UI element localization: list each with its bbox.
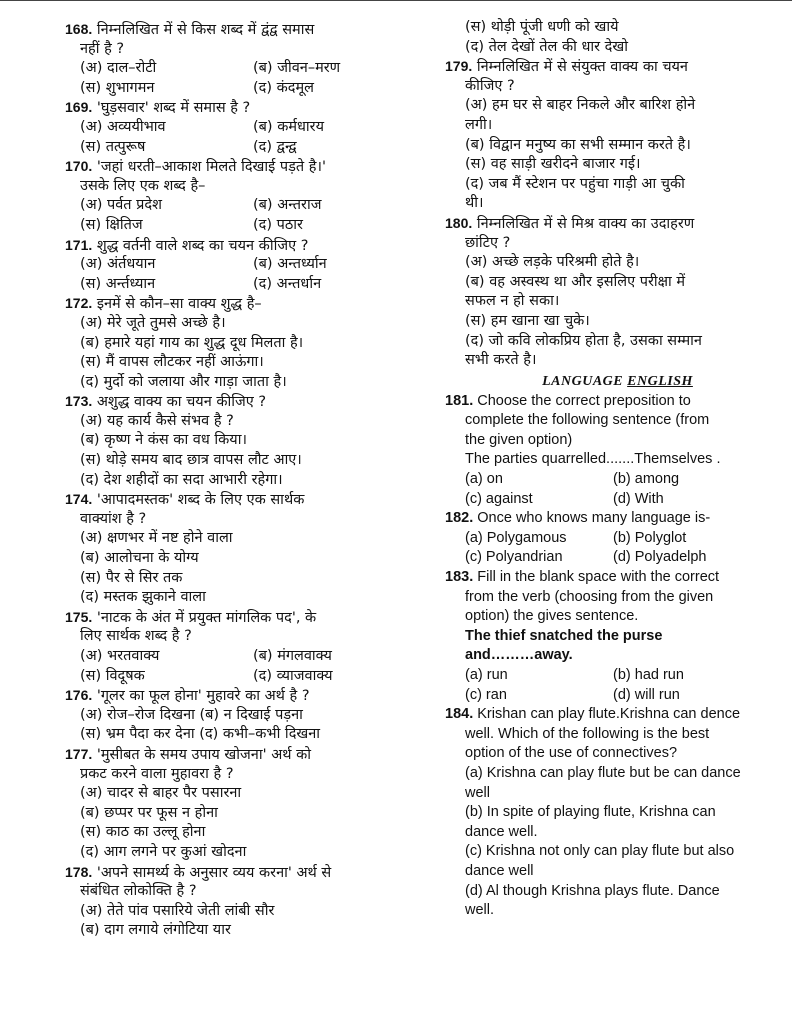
question [445,18,790,57]
question [65,294,435,392]
question-text: वाक्यांश है ? [80,510,147,527]
answer-option: (स) क्षितिज [80,216,143,233]
question-text: The parties quarrelled.......Themselves . [465,451,721,468]
answer-option: (d) With [613,490,664,507]
answer-option: (ब) छप्पर पर फूस न होना [80,804,218,821]
answer-option: (ब) दाग लगाये लंगोटिया यार [80,922,231,939]
question-text: निम्नलिखित में से मिश्र वाक्य का उदाहरण [476,215,695,232]
option-row [65,314,435,334]
option-row [445,38,790,58]
option-row [65,784,435,804]
answer-option: (c) against [465,490,533,507]
question-text: अशुद्ध वाक्य का चयन कीजिए ? [96,394,267,411]
question-number: 175. [65,608,93,625]
question [65,608,435,686]
option-row [445,764,790,784]
question-text: Choose the correct preposition to [477,392,691,409]
answer-option: (b) In spite of playing flute, Krishna can [465,804,716,821]
question-text: शुद्ध वर्तनी वाले शब्द का चयन कीजिए ? [96,237,309,254]
answer-option: सफल न हो सका। [465,293,560,310]
question [445,705,790,921]
question-stem-line [445,392,790,412]
answer-option: (स) वह साड़ी खरीदने बाजार गई। [465,156,641,173]
option-row [445,18,790,38]
question-stem-line [65,98,435,118]
question-stem-line [445,568,790,588]
option-row [65,902,435,922]
answer-option: (d) Polyadelph [613,549,707,566]
answer-option: (c) ran [465,686,507,703]
answer-option: (द) मस्तक झुकाने वाला [80,589,206,606]
option-row [65,373,435,393]
answer-option: (स) विदूषक [80,667,145,684]
option-row [65,334,435,354]
question-stem-line [445,77,790,97]
question-number: 172. [65,295,93,312]
option-row [65,843,435,863]
question-stem-line [65,863,435,883]
answer-option: (द) जो कवि लोकप्रिय होता है, उसका सम्मान [465,332,702,349]
answer-option: (अ) तेते पांव पसारिये जेती लांबी सौर [80,902,275,919]
option-row [65,706,435,726]
answer-option: (d) Al though Krishna plays flute. Dance [465,882,720,899]
option-row [65,255,435,275]
option-row [445,273,790,293]
question-text: नहीं है ? [80,40,125,57]
answer-option: (a) Krishna can play flute but be can dance [465,764,741,781]
question-text: The thief snatched the purse [465,627,663,644]
question-stem-bold-line [445,646,790,666]
answer-option: सभी करते है। [465,352,537,369]
answer-option: (ब) अन्तराज [253,197,322,214]
answer-option: (b) among [613,471,680,488]
question [65,686,435,745]
question [65,20,435,98]
section-heading [445,371,790,392]
question-text: इनमें से कौन–सा वाक्य शुद्ध है– [96,296,262,313]
question-text: छांटिए ? [465,234,511,251]
option-row [65,59,435,79]
question-stem-line [65,627,435,647]
option-row [65,118,435,138]
question [65,863,435,941]
question-stem-line [65,177,435,197]
answer-option: (अ) पर्वत प्रदेश [80,197,162,214]
question-text: कीजिए ? [465,77,515,94]
answer-option: (द) देश शहीदों का सदा आभारी रहेगा। [80,471,283,488]
option-row [65,471,435,491]
answer-option: (अ) रोज–रोज दिखना (ब) न दिखाई पड़ना [80,706,303,723]
question-stem-line [445,744,790,764]
answer-option: (ब) कर्मधारय [253,118,325,135]
question-text: well. Which of the following is the best [465,725,710,742]
answer-option: (अ) अंर्तधयान [80,256,156,273]
answer-option: (अ) यह कार्य कैसे संभव है ? [80,412,234,429]
answer-option: (द) आग लगने पर कुआं खोदना [80,843,247,860]
question-number: 170. [65,158,93,175]
option-row [65,216,435,236]
question-text: option) the gives sentence. [465,608,639,625]
question-stem-line [65,490,435,510]
option-row [445,882,790,902]
answer-option: dance well [465,862,534,879]
option-row [445,136,790,156]
option-row [445,686,790,706]
question-number: 181. [445,392,474,409]
option-row [445,784,790,804]
option-row [65,275,435,295]
answer-option: (स) काठ का उल्लू होना [80,824,206,841]
question [65,490,435,608]
answer-option: (द) तेल देखों तेल की धार देखो [465,38,628,55]
question [65,745,435,863]
option-row [445,194,790,214]
question-text: 'मुसीबत के समय उपाय खोजना' अर्थ को [96,746,312,763]
answer-option: well [465,784,490,801]
question-text: संबंधित लोकोक्ति है ? [80,883,197,900]
option-row [445,490,790,510]
option-row [445,529,790,549]
answer-option: (अ) भरतवाक्य [80,648,160,664]
answer-option: (स) थोड़ी पूंजी धणी को खाये [465,19,619,35]
answer-option: (b) had run [613,667,684,683]
question-text: उसके लिए एक शब्द है– [80,177,206,194]
question-number: 171. [65,236,93,253]
answer-option: (अ) मेरे जूते तुमसे अच्छे है। [80,314,226,331]
option-row [445,901,790,921]
question-number: 169. [65,99,93,116]
question-text: प्रकट करने वाला मुहावरा है ? [80,765,234,782]
option-row [65,569,435,589]
answer-option: (द) अन्तर्धान [253,275,322,292]
option-row [445,862,790,882]
answer-option: (स) भ्रम पैदा कर देना (द) कभी–कभी दिखना [80,726,321,743]
answer-option: (स) पैर से सिर तक [80,569,183,586]
answer-option: (d) will run [613,686,680,703]
option-row [445,155,790,175]
question-text: निम्नलिखित में से किस शब्द में द्वंद्व समास [96,22,315,38]
option-row [65,412,435,432]
question-number: 183. [445,569,474,586]
option-row [65,431,435,451]
answer-option: (स) हम खाना खा चुके। [465,312,590,329]
answer-option: (अ) हम घर से बाहर निकले और बारिश होने [465,97,696,114]
question-number: 184. [445,706,474,723]
question-stem-line [65,745,435,765]
question-text: complete the following sentence (from [465,412,710,429]
option-row [65,138,435,158]
question-stem-line [445,57,790,77]
answer-option: (a) on [465,471,503,488]
answer-option: (ब) अन्तर्ध्यान [253,256,327,273]
question [445,57,790,214]
answer-option: (द) पठार [253,216,303,233]
answer-option: (द) कंदमूल [253,79,314,96]
answer-option: (अ) अच्छे लड़के परिश्रमी होते है। [465,254,640,271]
question-text: Krishan can play flute.Krishna can dence [477,706,741,723]
option-row [445,351,790,371]
question-stem-line [445,214,790,234]
question-stem-line [65,882,435,902]
option-row [65,725,435,745]
option-row [445,312,790,332]
option-row [445,292,790,312]
question [445,568,790,705]
question-stem-line [445,509,790,529]
question-stem-line [65,608,435,628]
answer-option: (अ) क्षणभर में नष्ट होने वाला [80,530,233,547]
question-stem-line [65,765,435,785]
answer-option: (अ) दाल–रोटी [80,60,157,77]
question-text: 'अपने सामर्थ्य के अनुसार व्यय करना' अर्थ से [96,864,332,881]
option-row [65,549,435,569]
heading-language: LANGUAGE [542,373,628,389]
question-text: 'आपादमस्तक' शब्द के लिए एक सार्थक [96,492,305,509]
option-row [445,470,790,490]
option-row [65,823,435,843]
answer-option: (अ) चादर से बाहर पैर पसारना [80,785,242,802]
question [445,509,790,568]
option-row [445,96,790,116]
question-stem-line [445,411,790,431]
question-text: Fill in the blank space with the correct [477,569,720,586]
answer-option: (c) Krishna not only can play flute but also [465,843,735,860]
option-row [445,548,790,568]
question [65,236,435,295]
question [65,392,435,490]
question-stem-line [445,607,790,627]
answer-option: (ब) हमारे यहां गाय का शुद्ध दूध मिलता है। [80,334,304,351]
option-row [65,451,435,471]
question-text: the given option) [465,431,573,448]
question-number: 180. [445,214,473,231]
option-row [65,667,435,687]
answer-option: (ब) आलोचना के योग्य [80,550,199,567]
answer-option: (स) अर्न्तध्यान [80,275,156,292]
answer-option: (a) run [465,667,508,683]
answer-option: (b) Polyglot [613,529,687,546]
option-row [445,823,790,843]
question-text: and………away. [465,647,573,664]
answer-option: dance well. [465,823,538,840]
english-questions [445,392,790,921]
answer-option: well. [465,902,495,919]
question [445,392,790,510]
right-column [445,18,790,921]
question-stem-line [445,588,790,608]
answer-option: (c) Polyandrian [465,549,563,566]
question-text: from the verb (choosing from the given [465,588,714,605]
question [65,98,435,157]
answer-option: (स) तत्पुरूष [80,138,146,155]
option-row [65,921,435,941]
answer-option: (ब) वह अस्वस्थ था और इसलिए परीक्षा में [465,273,686,290]
question-stem-line [65,392,435,412]
answer-option: लगी। [465,116,493,133]
question-number: 176. [65,687,93,704]
option-row [445,253,790,273]
question-number: 174. [65,491,93,508]
option-row [65,588,435,608]
question [65,157,435,235]
answer-option: (ब) कृष्ण ने कंस का वध किया। [80,432,247,449]
question-number: 173. [65,393,93,410]
top-rule [0,0,792,1]
option-row [65,529,435,549]
answer-option: (द) जब मैं स्टेशन पर पहुंचा गाड़ी आ चुकी [465,175,685,192]
heading-english: ENGLISH [627,373,693,389]
option-row [445,803,790,823]
option-row [445,116,790,136]
option-row [445,666,790,686]
answer-option: (द) द्वन्द्व [253,138,297,155]
answer-option: (स) थोड़े समय बाद छात्र वापस लौट आए। [80,452,302,469]
hindi-questions [445,18,790,371]
option-row [65,647,435,667]
question-text: 'घुड़सवार' शब्द में समास है ? [96,100,251,117]
question-text: निम्नलिखित में से संयुक्त वाक्य का चयन [476,59,688,76]
question [445,214,790,371]
question-stem-line [445,431,790,451]
question-number: 178. [65,863,93,880]
question-stem-line [65,510,435,530]
option-row [445,175,790,195]
question-stem-line [65,40,435,60]
question-stem-line [445,234,790,254]
question-stem-line [445,725,790,745]
option-row [445,332,790,352]
answer-option: (ब) विद्वान मनुष्य का सभी सम्मान करते है। [465,136,691,153]
answer-option: (अ) अव्ययीभाव [80,118,166,135]
question-number: 168. [65,21,93,37]
answer-option: थी। [465,195,484,212]
option-row [65,804,435,824]
question-text: 'नाटक के अंत में प्रयुक्त मांगलिक पद', के [96,609,317,626]
question-number: 182. [445,510,474,527]
question-stem-line [65,686,435,706]
answer-option: (स) मैं वापस लौटकर नहीं आऊंगा। [80,354,264,371]
question-text: 'गूलर का फूल होना' मुहावरे का अर्थ है ? [96,688,310,705]
question-stem-line [65,157,435,177]
question-stem-line [445,705,790,725]
answer-option: (a) Polygamous [465,529,567,546]
question-stem-bold-line [445,627,790,647]
left-column [65,20,435,941]
question-stem-line [445,450,790,470]
option-row [65,353,435,373]
option-row [65,196,435,216]
question-text: 'जहां धरती–आकाश मिलते दिखाई पड़ते है।' [96,159,326,176]
question-stem-line [65,236,435,256]
question-stem-line [65,294,435,314]
option-row [445,842,790,862]
question-stem-line [65,20,435,40]
question-number: 179. [445,58,473,75]
answer-option: (ब) मंगलवाक्य [253,648,332,664]
answer-option: (स) शुभागमन [80,79,155,96]
option-row [65,79,435,99]
answer-option: (द) व्याजवाक्य [253,667,333,684]
question-text: लिए सार्थक शब्द है ? [80,628,192,645]
answer-option: (ब) जीवन–मरण [253,60,341,77]
answer-option: (द) मुर्दो को जलाया और गाड़ा जाता है। [80,373,287,390]
question-text: option of the use of connectives? [465,745,678,762]
question-text: Once who knows many language is- [477,510,711,527]
question-number: 177. [65,745,93,762]
